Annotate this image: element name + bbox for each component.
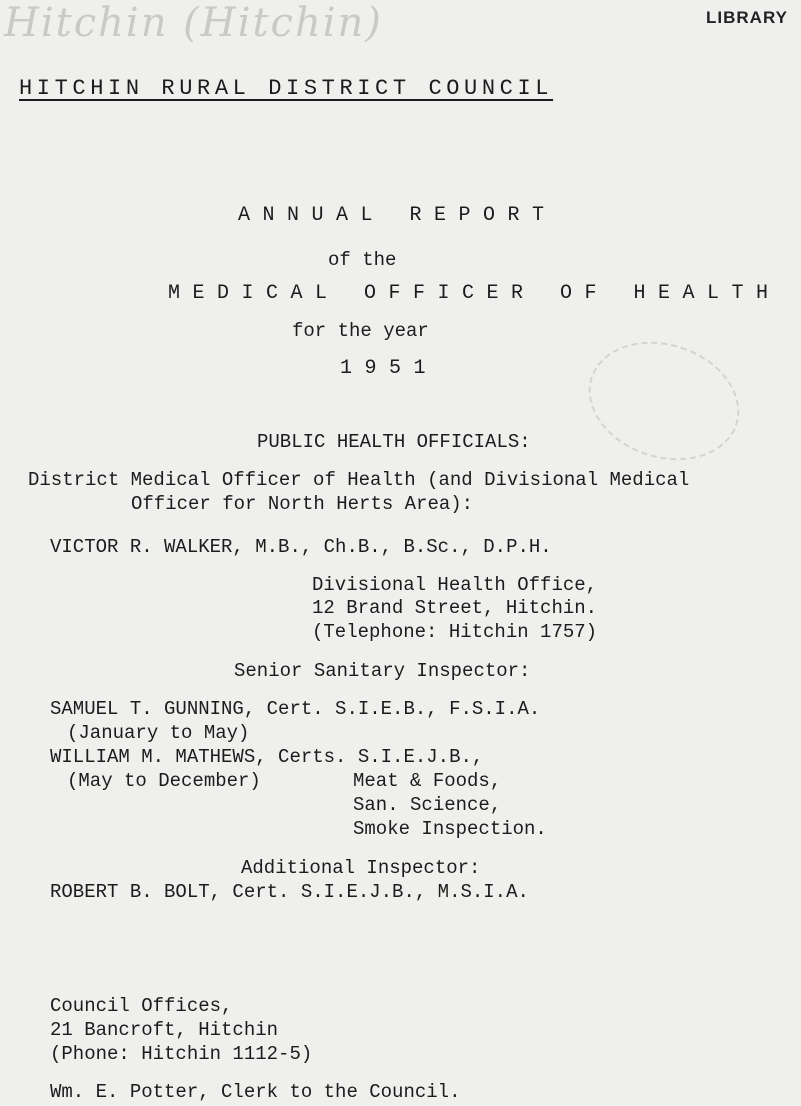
officials-heading: PUBLIC HEALTH OFFICIALS:	[257, 431, 531, 453]
dmo-title-line-1: District Medical Officer of Health (and Divisional Medical	[28, 469, 690, 491]
ssi-1-name: SAMUEL T. GUNNING, Cert. S.I.E.B., F.S.I.A.	[50, 698, 541, 720]
title-of-the: of the	[328, 249, 397, 271]
handwritten-annotation: Hitchin (Hitchin)	[4, 0, 383, 46]
title-for-year: for the year	[292, 320, 429, 342]
report-title: ANNUAL REPORT	[238, 204, 557, 227]
dmo-name: VICTOR R. WALKER, M.B., Ch.B., B.Sc., D.P.H.	[50, 536, 552, 558]
council-name: HITCHIN RURAL DISTRICT COUNCIL	[19, 76, 554, 101]
additional-inspector-heading: Additional Inspector:	[241, 857, 481, 879]
address-line-1: Council Offices,	[50, 995, 233, 1017]
clerk-line: Wm. E. Potter, Clerk to the Council.	[50, 1081, 461, 1103]
address-line-3: (Phone: Hitchin 1112-5)	[50, 1043, 313, 1065]
address-line-2: 21 Bancroft, Hitchin	[50, 1019, 279, 1041]
dmo-title-line-2: Officer for North Herts Area):	[131, 493, 474, 515]
additional-inspector-name: ROBERT B. BOLT, Cert. S.I.E.J.B., M.S.I.A.	[50, 881, 529, 903]
office-line-1: Divisional Health Office,	[312, 574, 598, 596]
ssi-2-cert-science: San. Science,	[353, 794, 502, 816]
library-stamp: LIBRARY	[706, 8, 788, 27]
ssi-2-name: WILLIAM M. MATHEWS, Certs. S.I.E.J.B.,	[50, 746, 484, 768]
office-line-2: 12 Brand Street, Hitchin.	[312, 597, 598, 619]
office-line-3: (Telephone: Hitchin 1757)	[312, 621, 598, 643]
ssi-2-cert-meat: Meat & Foods,	[353, 770, 502, 792]
faded-round-stamp	[573, 323, 755, 479]
ssi-2-cert-smoke: Smoke Inspection.	[353, 818, 547, 840]
title-officer: MEDICAL OFFICER OF HEALTH	[168, 282, 781, 305]
ssi-1-period: (January to May)	[67, 722, 250, 744]
ssi-heading: Senior Sanitary Inspector:	[234, 660, 531, 682]
ssi-2-period: (May to December)	[67, 770, 261, 792]
report-year: 1951	[340, 357, 439, 380]
